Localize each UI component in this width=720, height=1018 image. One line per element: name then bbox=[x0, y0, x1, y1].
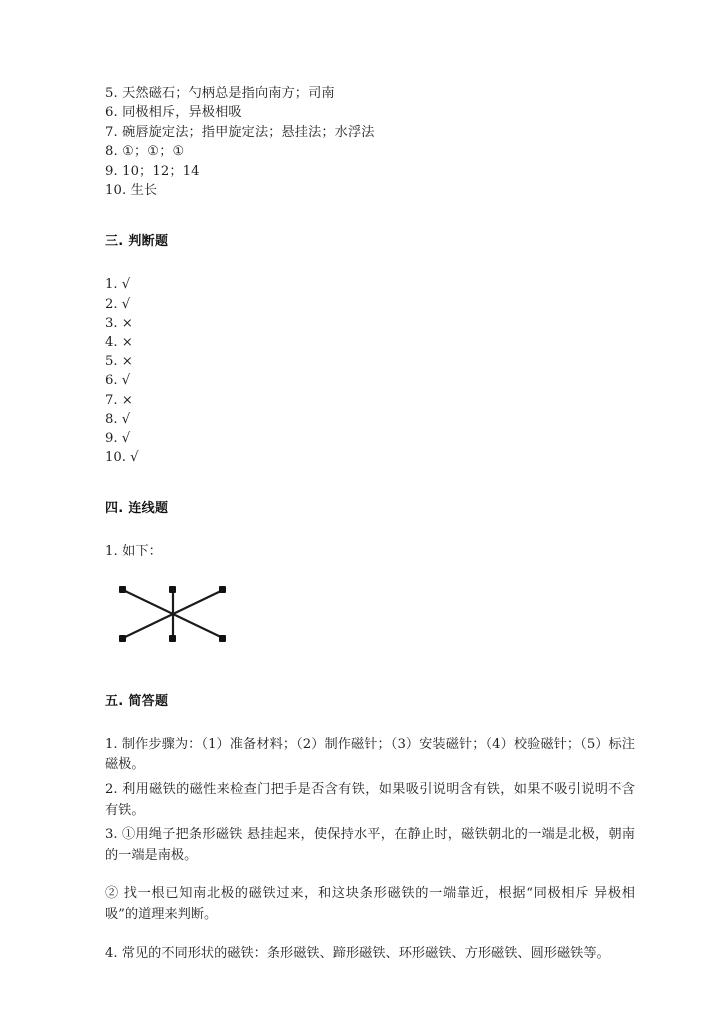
short-answer-block bbox=[105, 735, 635, 964]
fill-in-answer-line: 7. 碗唇旋定法；指甲旋定法；悬挂法；水浮法 bbox=[105, 124, 375, 140]
document-content bbox=[105, 84, 635, 964]
true-false-answers-block bbox=[105, 275, 635, 467]
matching-lead-text: 1. 如下： bbox=[105, 544, 162, 560]
true-false-item: 10. √ bbox=[105, 450, 139, 466]
true-false-item: 6. √ bbox=[105, 373, 131, 389]
short-answer-item: 4. 常见的不同形状的磁铁：条形磁铁、蹄形磁铁、环形磁铁、方形磁铁、圆形磁铁等。 bbox=[105, 945, 610, 961]
fill-in-answers-block bbox=[105, 84, 635, 200]
short-answer-item: 2. 利用磁铁的磁性来检查门把手是否含有铁，如果吸引说明含有铁，如果不吸引说明不含有铁。 bbox=[105, 782, 635, 818]
short-answer-item: 1. 制作步骤为：（1）准备材料；（2）制作磁针；（3）安装磁针；（4）校验磁针；（5）标注磁极。 bbox=[105, 736, 635, 773]
true-false-item: 3. × bbox=[105, 315, 133, 331]
true-false-item: 5. × bbox=[105, 354, 133, 370]
fill-in-answer-line: 6. 同极相斥，异极相吸 bbox=[105, 105, 242, 121]
true-false-item: 4. × bbox=[105, 335, 133, 351]
section-heading-short-answer: 五. 简答题 bbox=[105, 693, 169, 709]
short-answer-item: ② 找一根已知南北极的磁铁过来，和这块条形磁铁的一端靠近，根据“同极相斥 异极相吸”的道理来判断。 bbox=[105, 886, 635, 923]
fill-in-answer-line: 5. 天然磁石；勺柄总是指向南方；司南 bbox=[105, 86, 335, 101]
matching-diagram bbox=[111, 584, 241, 646]
fill-in-answer-line: 10. 生长 bbox=[105, 183, 158, 199]
diagram-connector-lines bbox=[123, 590, 223, 638]
short-answer-item: 3. ①用绳子把条形磁铁 悬挂起来，使保持水平，在静止时，磁铁朝北的一端是北极，朝南的一端是南极。 bbox=[105, 827, 635, 863]
section-heading-true-false: 三. 判断题 bbox=[105, 234, 169, 250]
true-false-item: 8. √ bbox=[105, 411, 131, 427]
true-false-item: 1. √ bbox=[105, 277, 131, 293]
true-false-item: 2. √ bbox=[105, 296, 131, 312]
true-false-item: 7. × bbox=[105, 392, 133, 408]
true-false-item: 9. √ bbox=[105, 431, 131, 447]
fill-in-answer-line: 9. 10；12；14 bbox=[105, 163, 200, 179]
fill-in-answer-line: 8. ①；①；① bbox=[105, 144, 185, 160]
section-heading-matching: 四. 连线题 bbox=[105, 501, 169, 517]
